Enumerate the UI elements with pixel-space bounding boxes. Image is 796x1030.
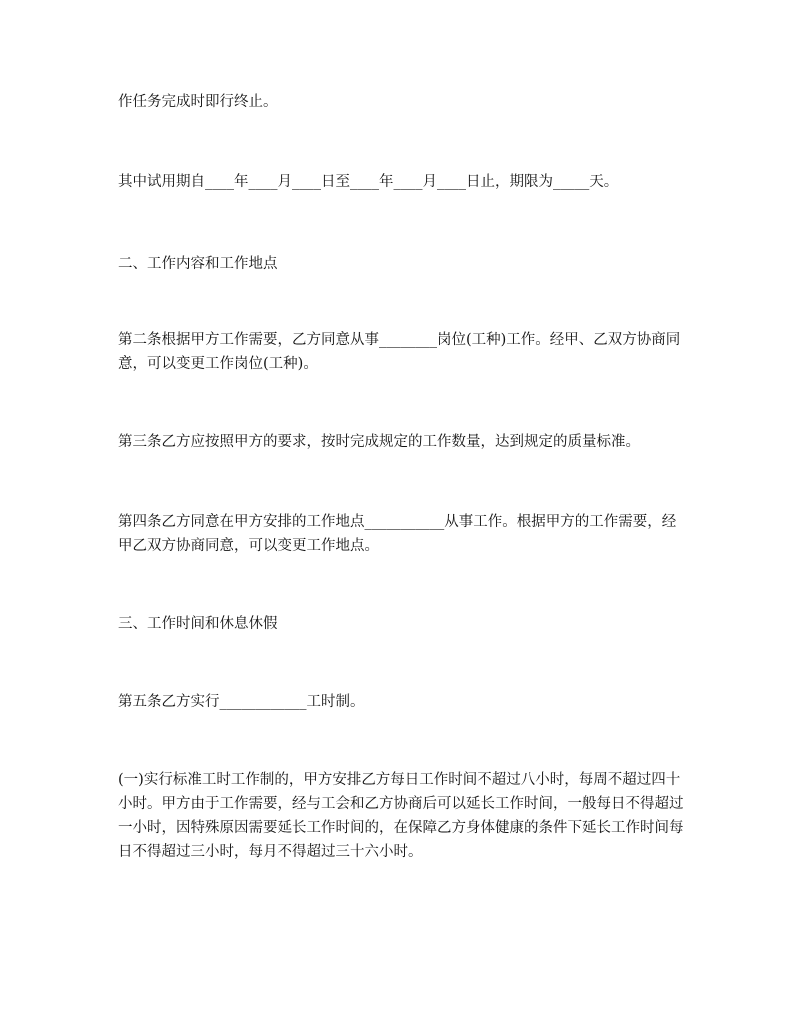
- paragraph-article-2: 第二条根据甲方工作需要，乙方同意从事________岗位(工种)工作。经甲、乙双方协商同意，可以变更工作岗位(工种)。: [118, 332, 681, 372]
- paragraph-trial-end: 作任务完成时即行终止。: [118, 94, 278, 110]
- paragraph-article-5: 第五条乙方实行____________工时制。: [118, 694, 365, 710]
- paragraph-article-4: 第四条乙方同意在甲方安排的工作地点___________从事工作。根据甲方的工作需要，经甲乙双方协商同意，可以变更工作地点。: [118, 514, 677, 554]
- section-heading-work-content: 二、工作内容和工作地点: [118, 256, 278, 272]
- paragraph-standard-hours: (一)实行标准工时工作制的，甲方安排乙方每日工作时间不超过八小时，每周不超过四十小时。甲方由于工作需要，经与工会和乙方协商后可以延长工作时间，一般每日不得超过一小时，因特殊原因需要延长工作时间的，在保障乙方身体健康的条件下延长工作时间每日不得超过三小时，每月不得超过三十六小时。: [118, 772, 684, 860]
- section-heading-working-hours: 三、工作时间和休息休假: [118, 616, 278, 632]
- paragraph-article-3: 第三条乙方应按照甲方的要求，按时完成规定的工作数量，达到规定的质量标准。: [118, 434, 640, 450]
- paragraph-probation-period: 其中试用期自____年____月____日至____年____月____日止，期限为_____天。: [118, 174, 619, 190]
